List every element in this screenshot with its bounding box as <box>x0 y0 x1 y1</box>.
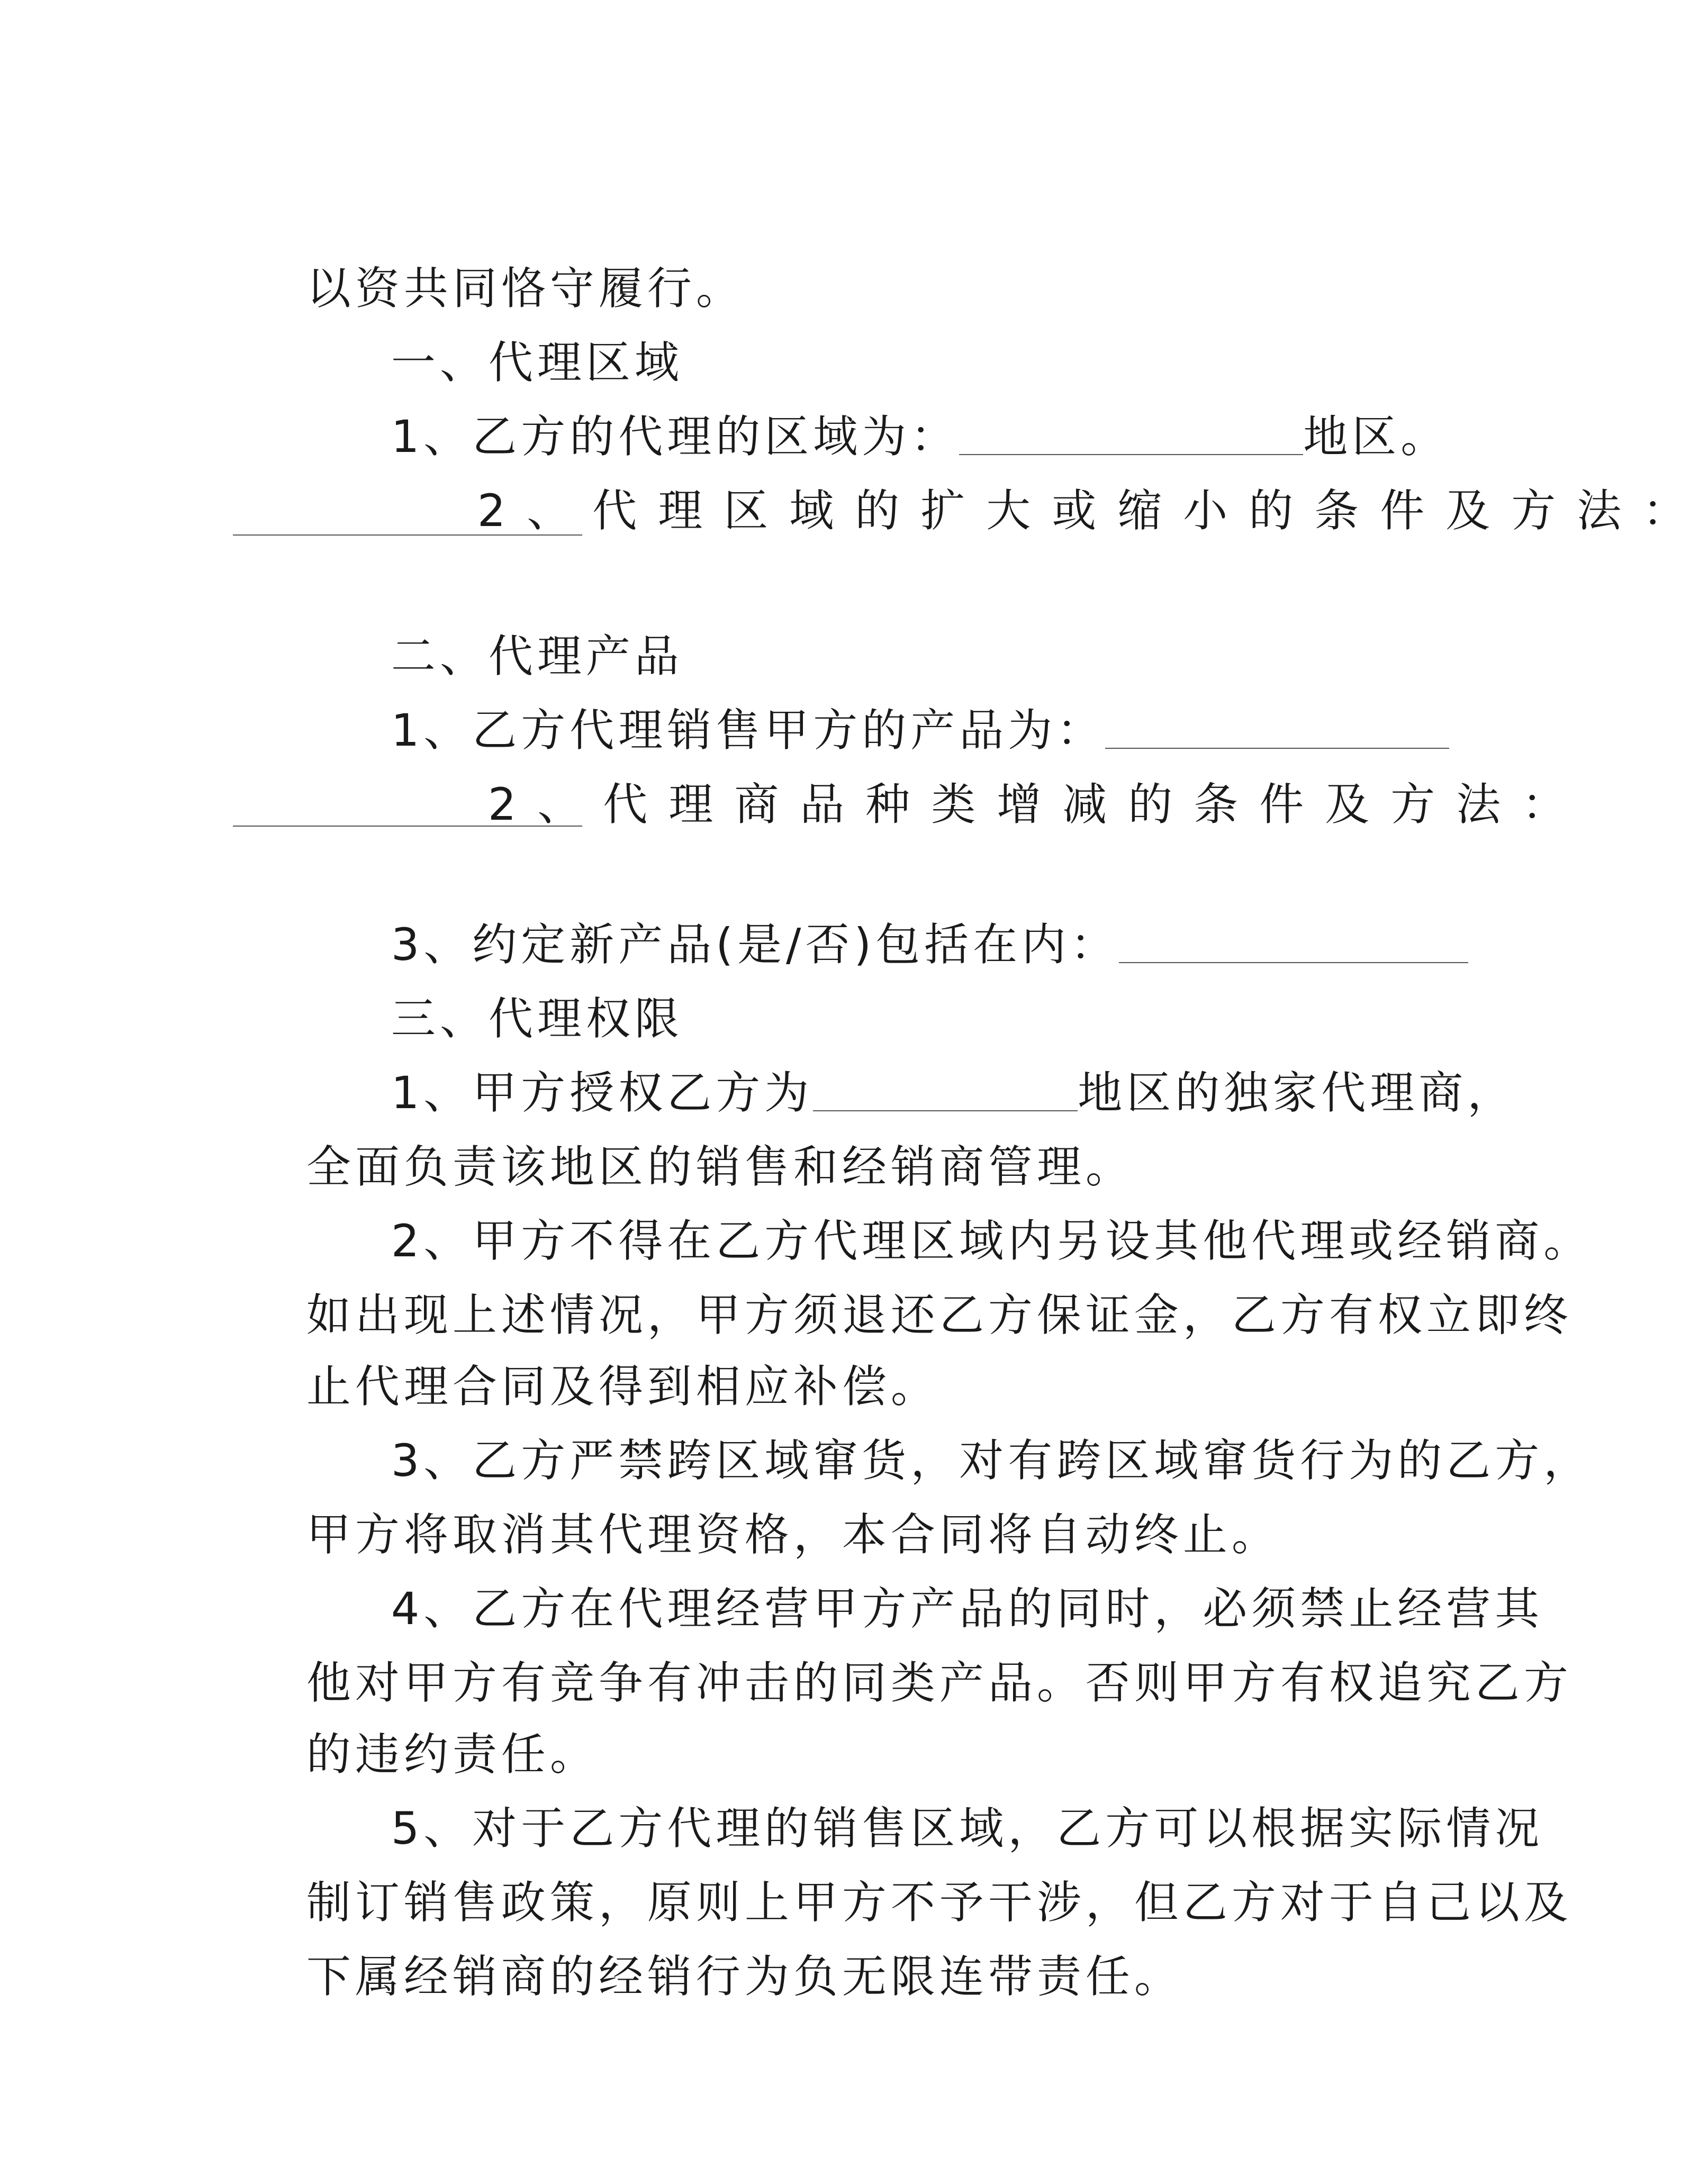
clause-line <box>347 709 1588 830</box>
text: 甲方将取消其代理资格，本合同将自动终止。 <box>306 1509 1280 1561</box>
clause-line <box>318 1365 1593 1487</box>
paragraph-line <box>233 1291 939 1412</box>
paragraph-line <box>233 1881 1183 2002</box>
clause-line <box>318 1514 1544 1635</box>
paragraph-line <box>233 1588 1573 1709</box>
paragraph-line <box>233 1439 1280 1561</box>
fill-in-blank[interactable] <box>233 826 582 827</box>
text: 1、乙方代理销售甲方的产品为： <box>391 704 1106 756</box>
text: 3、约定新产品(是/否)包括在内： <box>391 919 1119 971</box>
section-heading <box>318 923 683 1045</box>
paragraph-line <box>233 1807 1573 1928</box>
text: 一、代理区域 <box>391 337 683 388</box>
paragraph-line <box>233 1072 1134 1193</box>
paragraph-line <box>233 193 745 314</box>
text: 以资共同恪守履行。 <box>306 262 745 314</box>
paragraph-line <box>233 1659 599 1780</box>
text: 他对甲方有竞争有冲击的同类产品。否则甲方有权追究乙方 <box>306 1657 1573 1709</box>
clause-line <box>318 849 1468 971</box>
section-heading <box>318 561 683 682</box>
text: 如出现上述情况，甲方须退还乙方保证金，乙方有权立即终 <box>306 1289 1573 1341</box>
text: 4、乙方在代理经营甲方产品的同时，必须禁止经营其 <box>391 1583 1544 1635</box>
text: 2、代理商品种类增减的条件及方法： <box>487 778 1588 830</box>
clause-line <box>318 998 1516 1119</box>
text: 1、甲方授权乙方为 <box>391 1067 814 1119</box>
fill-in-blank[interactable] <box>1119 925 1468 963</box>
clause-line <box>318 635 1449 756</box>
text: 3、乙方严禁跨区域窜货，对有跨区域窜货行为的乙方， <box>391 1435 1593 1487</box>
clause-line <box>318 341 1450 463</box>
clause-line <box>318 1733 1544 1854</box>
text: 二、代理产品 <box>391 630 683 682</box>
clause-line <box>318 1146 1593 1267</box>
text: 1、乙方的代理的区域为： <box>391 411 960 463</box>
fill-in-blank[interactable] <box>233 534 582 536</box>
text: 下属经销商的经销行为负无限连带责任。 <box>306 1951 1183 2002</box>
text: 2、甲方不得在乙方代理区域内另设其他代理或经销商。 <box>391 1215 1593 1267</box>
text: 制订销售政策，原则上甲方不予干涉，但乙方对于自己以及 <box>306 1877 1573 1928</box>
text: 全面负责该地区的销售和经销商管理。 <box>306 1141 1134 1193</box>
paragraph-line <box>233 1220 1573 1341</box>
text: 的违约责任。 <box>306 1728 599 1780</box>
text: 三、代理权限 <box>391 993 683 1045</box>
clause-line <box>336 415 1708 537</box>
text: 止代理合同及得到相应补偿。 <box>306 1361 939 1412</box>
text: 5、对于乙方代理的销售区域，乙方可以根据实际情况 <box>391 1802 1544 1854</box>
text: 2、代理区域的扩大或缩小的条件及方法： <box>477 485 1708 537</box>
text: 地区的独家代理商， <box>1078 1067 1516 1119</box>
section-heading <box>318 267 683 388</box>
text: 地区。 <box>1303 411 1450 463</box>
